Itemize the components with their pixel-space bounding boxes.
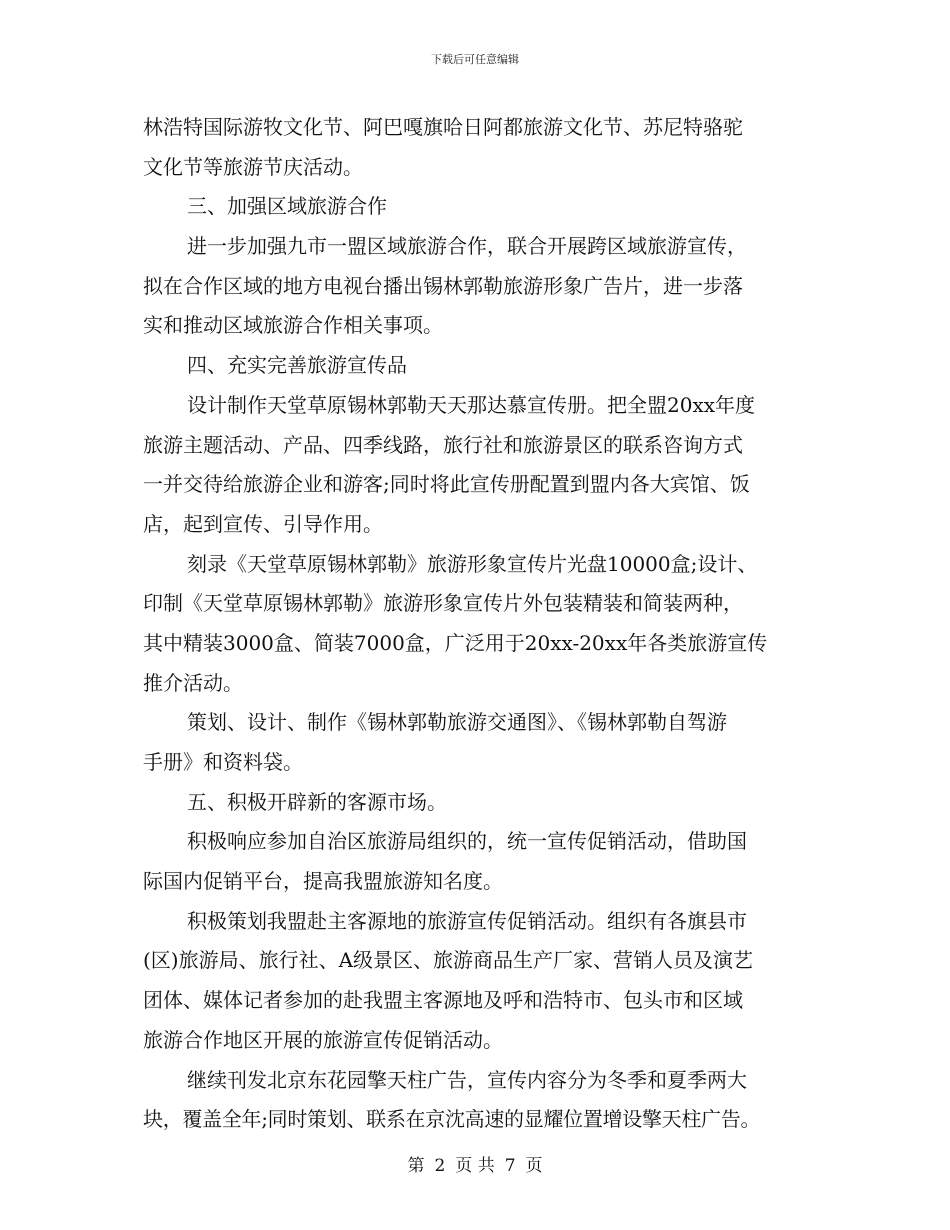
text-line: 三、加强区域旅游合作 bbox=[187, 194, 387, 219]
text-line: 策划、设计、制作《锡林郭勒旅游交通图》、《锡林郭勒自驾游 bbox=[187, 710, 727, 735]
text-line: 四、充实完善旅游宣传品 bbox=[187, 353, 407, 378]
text-line: 一并交待给旅游企业和游客;同时将此宣传册配置到盟内各大宾馆、饭 bbox=[143, 472, 750, 497]
text-line: 旅游主题活动、产品、四季线路，旅行社和旅游景区的联系咨询方式 bbox=[143, 432, 743, 457]
text-line: 印制《天堂草原锡林郭勒》旅游形象宣传片外包装精装和简装两种， bbox=[143, 591, 743, 616]
text-line: 际国内促销平台，提高我盟旅游知名度。 bbox=[143, 869, 503, 894]
document-body bbox=[143, 108, 811, 1140]
text-line: 积极策划我盟赴主客源地的旅游宣传促销活动。组织有各旗县市 bbox=[187, 908, 747, 933]
text-line: 店，起到宣传、引导作用。 bbox=[143, 511, 383, 536]
text-line: 块，覆盖全年;同时策划、联系在京沈高速的显耀位置增设擎天柱广告。 bbox=[143, 1107, 761, 1132]
page-footer bbox=[0, 1155, 950, 1177]
text-line: 推介活动。 bbox=[143, 670, 243, 695]
text-line: 手册》和资料袋。 bbox=[143, 750, 303, 774]
text-line: 文化节等旅游节庆活动。 bbox=[143, 154, 363, 179]
total-pages-number: 7 bbox=[504, 1156, 516, 1176]
page-header: 下载后可任意编辑 bbox=[431, 53, 519, 66]
text-line: 积极响应参加自治区旅游局组织的，统一宣传促销活动，借助国 bbox=[187, 829, 747, 854]
footer-prefix: 第 bbox=[407, 1156, 425, 1176]
text-line: 五、积极开辟新的客源市场。 bbox=[187, 789, 447, 814]
text-line: 实和推动区域旅游合作相关事项。 bbox=[143, 313, 443, 338]
text-line: 刻录《天堂草原锡林郭勒》旅游形象宣传片光盘10000盒;设计、 bbox=[187, 551, 758, 576]
text-line: (区)旅游局、旅行社、A级景区、旅游商品生产厂家、营销人员及演艺 bbox=[143, 948, 754, 973]
footer-suffix: 页 bbox=[525, 1156, 543, 1176]
text-line: 其中精装3000盒、简装7000盒，广泛用于20xx-20xx年各类旅游宣传 bbox=[143, 630, 768, 655]
text-line: 拟在合作区域的地方电视台播出锡林郭勒旅游形象广告片，进一步落 bbox=[143, 273, 743, 298]
text-line: 进一步加强九市一盟区域旅游合作，联合开展跨区域旅游宣传， bbox=[187, 234, 747, 259]
current-page-number: 2 bbox=[434, 1156, 446, 1176]
text-line: 林浩特国际游牧文化节、阿巴嘎旗哈日阿都旅游文化节、苏尼特骆驼 bbox=[143, 115, 743, 139]
text-line: 旅游合作地区开展的旅游宣传促销活动。 bbox=[143, 1027, 503, 1052]
text-line: 团体、媒体记者参加的赴我盟主客源地及呼和浩特市、包头市和区域 bbox=[143, 988, 743, 1013]
text-line: 设计制作天堂草原锡林郭勒天天那达慕宣传册。把全盟20xx年度 bbox=[187, 392, 756, 417]
footer-middle: 页 共 bbox=[455, 1156, 495, 1176]
text-line: 继续刊发北京东花园擎天柱广告，宣传内容分为冬季和夏季两大 bbox=[187, 1067, 747, 1092]
